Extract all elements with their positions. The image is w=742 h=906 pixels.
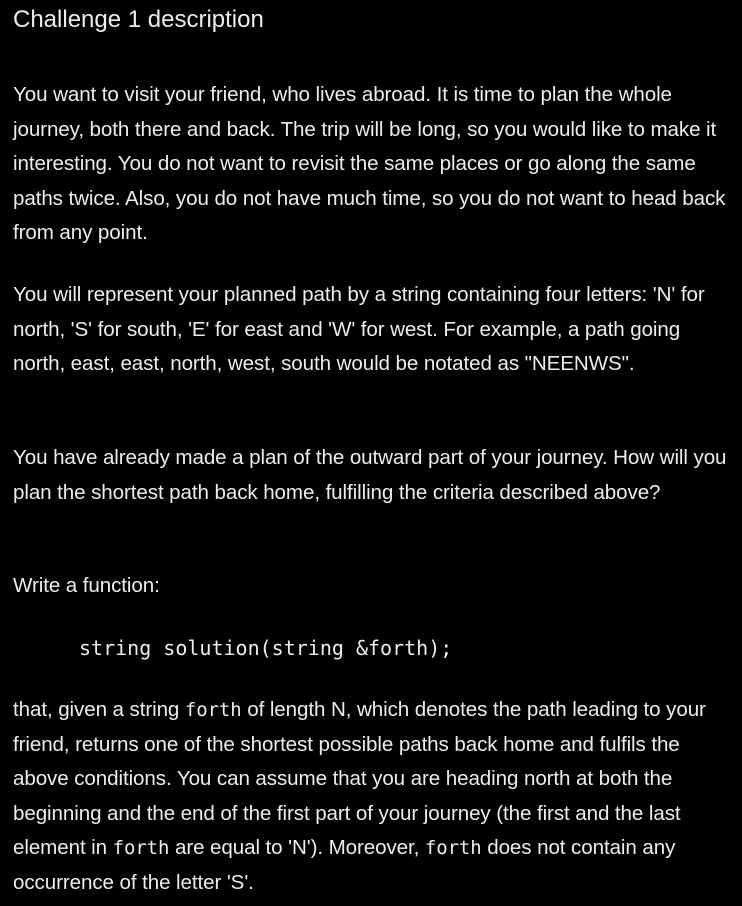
spec-text-1: that, given a string	[13, 698, 185, 721]
spec-text-2: of length N, which denotes the path leading to your friend, returns one of the shortest possible paths back home and fulfils the above conditions. You can assume that you are heading north at both the beginning and the end of the first part of your journey (the first and the last element in	[13, 698, 706, 859]
page-title: Challenge 1 description	[13, 6, 264, 33]
spec-text-4: does not contain any occurrence of the letter 'S'.	[13, 836, 676, 894]
function-signature-code: string solution(string &forth);	[79, 636, 453, 660]
intro-paragraph: You want to visit your friend, who lives abroad. It is time to plan the whole journey, both there and back. The trip will be long, so you would like to make it interesting. You do not want to revisit the same places or go along the same paths twice. Also, you do not have much time, so you do not want to head back from any point.	[13, 83, 726, 244]
inline-code-forth: forth	[112, 837, 170, 859]
spec-text-3: are equal to 'N'). Moreover,	[169, 836, 425, 859]
path-notation-paragraph: You will represent your planned path by a string containing four letters: 'N' for north, 'S' for south, 'E' for east and 'W' for west. For example, a path going north, east, east, north, west, south would be notated as "NEENWS".	[13, 283, 705, 375]
question-paragraph: You have already made a plan of the outward part of your journey. How will you plan the shortest path back home, fulfilling the criteria described above?	[13, 446, 727, 504]
inline-code-forth: forth	[424, 837, 482, 859]
write-function-paragraph: Write a function:	[13, 574, 160, 597]
function-spec-paragraph	[13, 693, 734, 900]
inline-code-forth: forth	[184, 699, 242, 721]
